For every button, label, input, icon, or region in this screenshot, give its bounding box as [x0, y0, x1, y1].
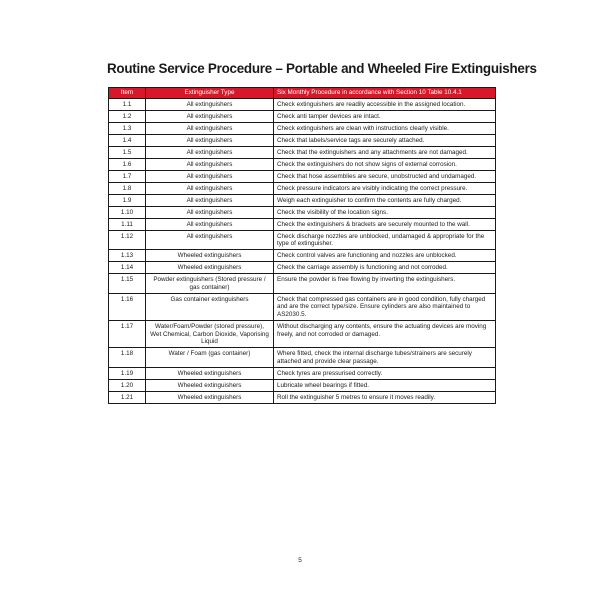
table-row	[109, 379, 496, 391]
table-row	[109, 170, 496, 182]
cell-item: 1.5	[109, 146, 146, 158]
cell-item: 1.19	[109, 367, 146, 379]
cell-procedure: Check the visibility of the location signs.	[274, 206, 496, 218]
header-row	[109, 88, 496, 99]
cell-item: 1.7	[109, 170, 146, 182]
page-title: Routine Service Procedure – Portable and Wheeled Fire Extinguishers	[107, 61, 537, 76]
cell-procedure: Check extinguishers are readily accessible in the assigned location.	[274, 99, 496, 111]
cell-item: 1.16	[109, 293, 146, 320]
table-row	[109, 230, 496, 250]
table-row	[109, 348, 496, 368]
cell-item: 1.10	[109, 206, 146, 218]
cell-item: 1.12	[109, 230, 146, 250]
table-row	[109, 274, 496, 294]
cell-type: Wheeled extinguishers	[146, 379, 274, 391]
table-row	[109, 146, 496, 158]
table-row	[109, 182, 496, 194]
cell-type: All extinguishers	[146, 99, 274, 111]
cell-type: Water/Foam/Powder (stored pressure), Wet Chemical, Carbon Dioxide, Vaporising Liquid	[146, 321, 274, 348]
cell-type: Wheeled extinguishers	[146, 367, 274, 379]
cell-type: All extinguishers	[146, 110, 274, 122]
cell-procedure: Check the extinguishers & brackets are securely mounted to the wall.	[274, 218, 496, 230]
cell-item: 1.18	[109, 348, 146, 368]
table-row	[109, 122, 496, 134]
header-procedure: Six Monthly Procedure in accordance with Section 10 Table 10.4.1	[274, 88, 496, 99]
cell-procedure: Check that the extinguishers and any attachments are not damaged.	[274, 146, 496, 158]
cell-procedure: Check extinguishers are clean with instructions clearly visible.	[274, 122, 496, 134]
table-row	[109, 250, 496, 262]
cell-item: 1.11	[109, 218, 146, 230]
cell-item: 1.1	[109, 99, 146, 111]
cell-item: 1.14	[109, 262, 146, 274]
table-row	[109, 391, 496, 403]
cell-item: 1.13	[109, 250, 146, 262]
cell-procedure: Check the carriage assembly is functioning and not corroded.	[274, 262, 496, 274]
cell-item: 1.17	[109, 321, 146, 348]
table-row	[109, 293, 496, 320]
table-row	[109, 110, 496, 122]
cell-procedure: Check pressure indicators are visibly indicating the correct pressure.	[274, 182, 496, 194]
table-row	[109, 158, 496, 170]
cell-procedure: Ensure the powder is free flowing by inverting the extinguishers.	[274, 274, 496, 294]
table-row	[109, 262, 496, 274]
cell-procedure: Check that hose assemblies are secure, unobstructed and undamaged.	[274, 170, 496, 182]
cell-item: 1.20	[109, 379, 146, 391]
table-row	[109, 218, 496, 230]
service-procedure-table	[108, 87, 496, 404]
cell-type: Water / Foam (gas container)	[146, 348, 274, 368]
table-row	[109, 206, 496, 218]
cell-item: 1.6	[109, 158, 146, 170]
cell-type: All extinguishers	[146, 158, 274, 170]
page-number: 5	[298, 557, 302, 564]
header-item: Item	[109, 88, 146, 99]
cell-procedure: Check discharge nozzles are unblocked, undamaged & appropriate for the type of extinguisher.	[274, 230, 496, 250]
cell-procedure: Lubricate wheel bearings if fitted.	[274, 379, 496, 391]
cell-type: Gas container extinguishers	[146, 293, 274, 320]
table-header	[109, 88, 496, 99]
cell-procedure: Check that labels/service tags are securely attached.	[274, 134, 496, 146]
cell-type: All extinguishers	[146, 218, 274, 230]
cell-procedure: Check anti tamper devices are intact.	[274, 110, 496, 122]
cell-procedure: Check the extinguishers do not show signs of external corrosion.	[274, 158, 496, 170]
cell-procedure: Without discharging any contents, ensure the actuating devices are moving freely, and not corroded or damaged.	[274, 321, 496, 348]
header-extinguisher-type: Extinguisher Type	[146, 88, 274, 99]
cell-type: All extinguishers	[146, 170, 274, 182]
table-row	[109, 367, 496, 379]
cell-type: Powder extinguishers (Stored pressure / gas container)	[146, 274, 274, 294]
cell-item: 1.9	[109, 194, 146, 206]
cell-type: All extinguishers	[146, 182, 274, 194]
cell-type: All extinguishers	[146, 194, 274, 206]
cell-procedure: Check that compressed gas containers are in good condition, fully charged and are the correct type/size. Ensure cylinders are also maintained to AS2030.5.	[274, 293, 496, 320]
cell-item: 1.8	[109, 182, 146, 194]
cell-type: Wheeled extinguishers	[146, 391, 274, 403]
cell-item: 1.3	[109, 122, 146, 134]
cell-procedure: Check tyres are pressurised correctly.	[274, 367, 496, 379]
cell-type: All extinguishers	[146, 146, 274, 158]
cell-procedure: Roll the extinguisher 5 metres to ensure it moves readily.	[274, 391, 496, 403]
table-body	[109, 99, 496, 404]
cell-item: 1.21	[109, 391, 146, 403]
table-row	[109, 194, 496, 206]
cell-procedure: Weigh each extinguisher to confirm the contents are fully charged.	[274, 194, 496, 206]
cell-item: 1.2	[109, 110, 146, 122]
cell-procedure: Where fitted, check the internal discharge tubes/strainers are securely attached and provide clear passage.	[274, 348, 496, 368]
cell-type: All extinguishers	[146, 134, 274, 146]
table-row	[109, 321, 496, 348]
table-row	[109, 99, 496, 111]
cell-procedure: Check control valves are functioning and nozzles are unblocked.	[274, 250, 496, 262]
cell-item: 1.4	[109, 134, 146, 146]
cell-type: All extinguishers	[146, 206, 274, 218]
cell-item: 1.15	[109, 274, 146, 294]
cell-type: All extinguishers	[146, 122, 274, 134]
cell-type: Wheeled extinguishers	[146, 250, 274, 262]
table-row	[109, 134, 496, 146]
cell-type: Wheeled extinguishers	[146, 262, 274, 274]
cell-type: All extinguishers	[146, 230, 274, 250]
